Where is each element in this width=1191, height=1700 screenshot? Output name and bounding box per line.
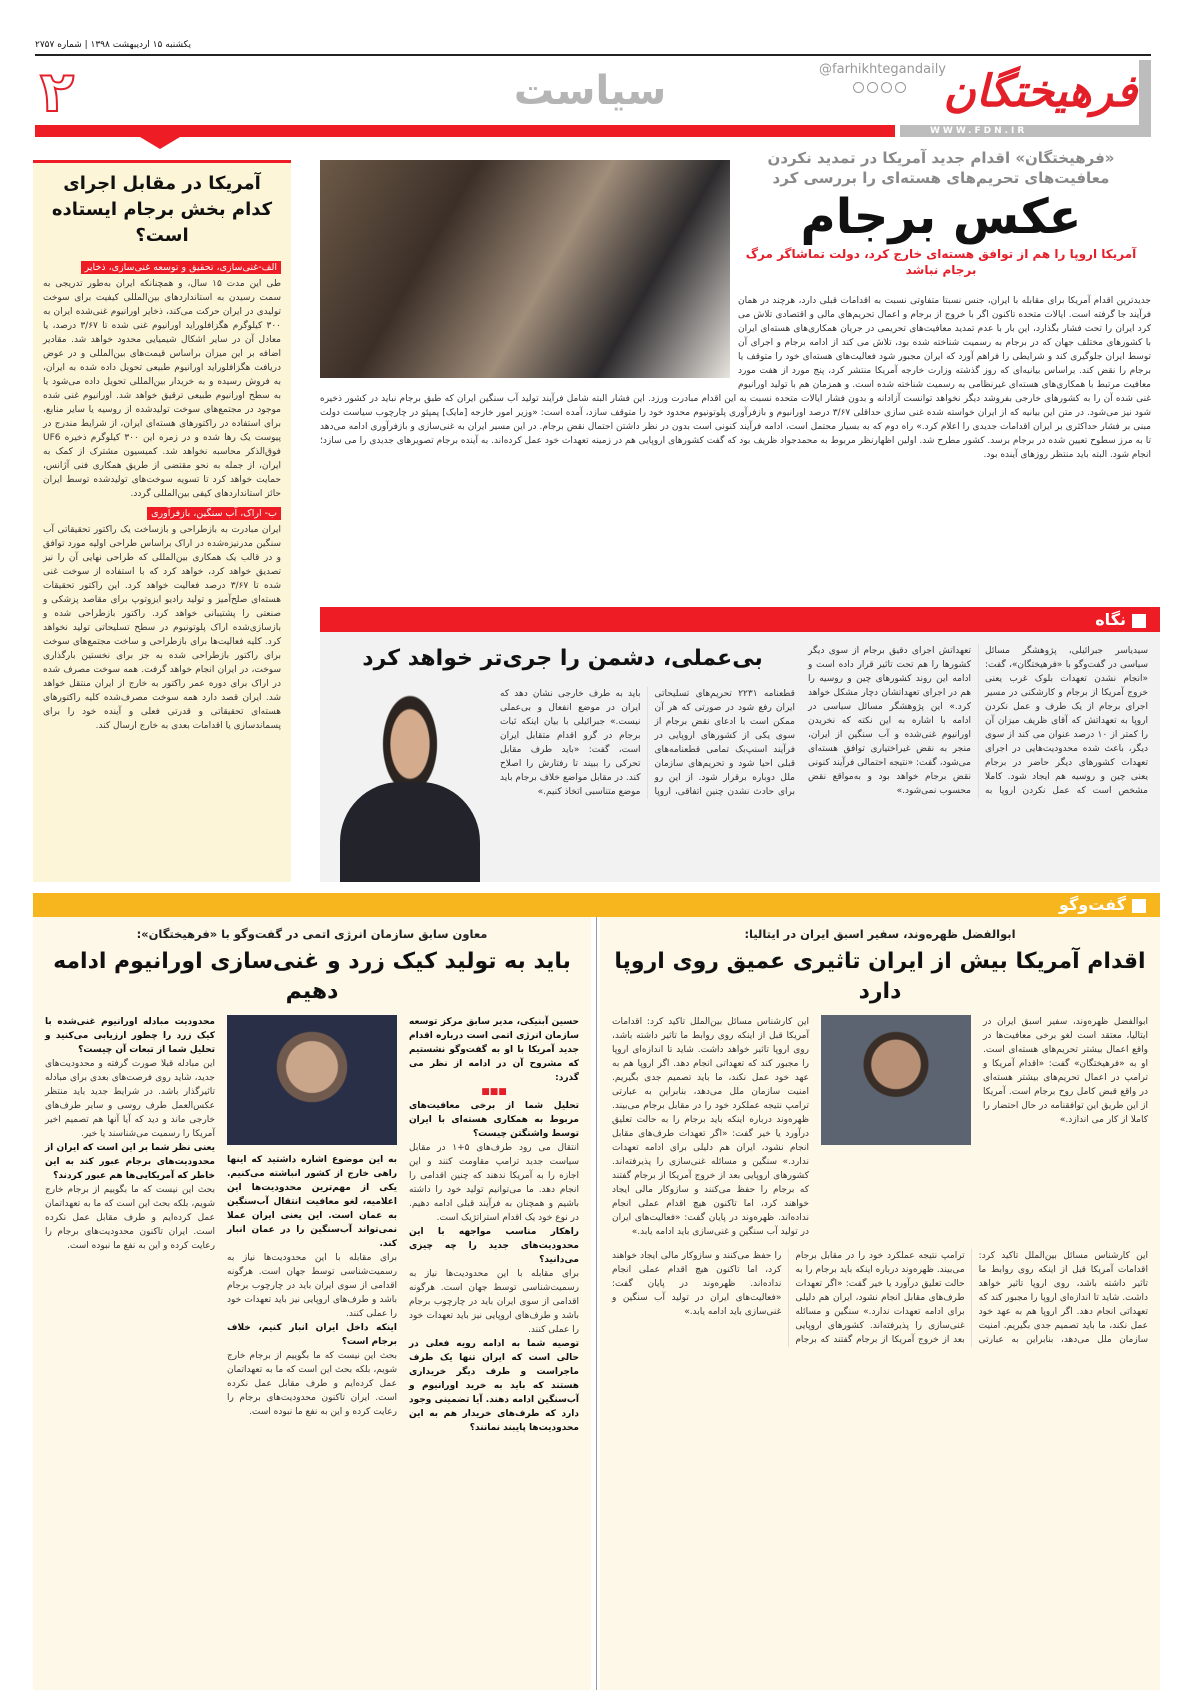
header-rule [35, 54, 1151, 56]
separator: ■■■ [481, 1087, 507, 1097]
interview-question: راهکار مناسب مواجهه با این محدودیت‌های جدید را چه چیزی می‌دانید؟ [409, 1227, 579, 1265]
newspaper-logo[interactable]: فرهیختگان [943, 66, 1137, 117]
telegram-icon[interactable] [867, 82, 878, 93]
header-notch [140, 137, 180, 149]
site-url[interactable]: WWW.FDN.IR [900, 125, 1151, 137]
interview-headline: باید به تولید کیک زرد و غنی‌سازی اورانیوم ادامه دهیم [53, 949, 571, 1004]
sidebar-paragraph: طی این مدت ۱۵ سال، و همچنانکه ایران به‌طور تدریجی به سمت رسیدن به استانداردهای بین‌المللی کیفیت برای سوخت تولیدی در ایران حرکت می‌کند، ذخایر اورانیوم غنی‌شده ایران به ۳۰۰ کیلوگرم هگزافلوراید اورانیوم غنی شده تا ۳/۶۷ درصد، یا معادل آن در سایر اشکال شیمیایی محدود خواهد شد. مقادیر اضافه بر این میزان براساس قیمت‌های بین‌المللی و در عوض دریافت هگزافلوراید اورانیوم طبیعی تحویل داده شده به ایران، به فروش رسیده و به خریدار بین‌المللی تحویل داده می‌شود یا به سطح اورانیوم طبیعی ترقیق خواهد شد. اورانیوم غنی شده موجود در مجتمع‌های سوخت تولیدشده از روسیه یا سایر منابع، برای استفاده در راکتورهای هسته‌ای ایران، از شرایط مندرج در پیوست یک رها شده و در زمره این ۳۰۰ کیلوگرم ذخیره UF6 فوق‌الذکر محاسبه نخواهد شد. کمیسیون مشترک از کمک به ایران، از جمله به نحو مقتضی از طریق همکاری فنی آژانس، حمایت خواهد کرد تا تسویه سوخت‌های تولیدشده توسط ایران حائز استانداردهای کیفی بین‌المللی گردد. [43, 279, 281, 499]
interview-divider [596, 917, 597, 1690]
negah-body-left: قطعنامه ۲۲۳۱ تحریم‌های تسلیحاتی ایران رفع شود در صورتی که هر آن ممکن است با ادعای نقض برجام از سوی یکی از کشورهای اروپایی در فرآیند اسنپ‌بک تمامی قطعنامه‌های قبلی احیا شود و تحریم‌های سازمان ملل دوباره برقرار شود. از این رو برای حادث نشدن چنین اتفاقی، اروپا باید به طرف خارجی نشان دهد که ایران در موضع انفعال و بی‌عملی نیست.» جبرائیلی با بیان اینکه ثبات برجام در گرو اقدام متقابل ایران است، گفت: «باید طرف مقابل تحرکی را ببیند تا رفتارش را اصلاح کند. در مقابل مواضع خلاف برجام باید موضع متناسبی اتخاذ کنیم.» [500, 689, 795, 797]
interview-kicker: معاون سابق سازمان انرژی اتمی در گفت‌وگو با «فرهیختگان»: [136, 927, 488, 941]
photo-spacer [320, 294, 738, 382]
section-icon [1132, 899, 1146, 913]
goftogoo-label: گفت‌وگو [1058, 895, 1126, 914]
sidebar-subhead: ب- اراک، آب سنگین، بازفرآوری [147, 507, 281, 520]
lead-headline: عکس برجام [800, 189, 1082, 245]
interview-intro: حسین آبنیکی، مدیر سابق مرکز توسعه سازمان انرژی اتمی است درباره اقدام جدید آمریکا با او به گفت‌وگو نشستیم که مشروح آن در ادامه از نظر می گذرد: [409, 1017, 579, 1083]
lead-subhead: آمریکا اروپا را هم از توافق هسته‌ای خارج کرد، دولت تماشاگر مرگ برجام نباشد [745, 247, 1137, 277]
negah-section [320, 632, 1160, 882]
negah-headline: بی‌عملی، دشمن را جری‌تر خواهد کرد [362, 646, 763, 671]
interview-right [600, 917, 1160, 1690]
negah-section-bar [320, 607, 1160, 632]
page-number: ۲ [40, 60, 75, 125]
interview-question: به این موضوع اشاره داشتید که اینها راهی خارج از کشور انباشته می‌کنیم. یکی از مهم‌ترین محدودیت‌ها این اعلامیه، لغو معافیت انتقال آب‌سنگین به عمان است. این یعنی ایران عملا نمی‌تواند آب‌سنگین را در عمان انبار کند. [227, 1155, 397, 1249]
interview-lead-col [983, 1015, 1148, 1127]
interview-answer: بحث این نیست که ما بگوییم از برجام خارج شویم، بلکه بحث این است که ما به تعهداتمان عمل کرده‌ایم و طرف مقابل عمل نکرده است. ایران تاکنون محدودیت‌های برجام را رعایت کرده و این به نفع ما نبوده است. [45, 1185, 215, 1251]
negah-label: نگاه [1095, 610, 1126, 629]
aparat-icon[interactable] [895, 82, 906, 93]
interview-answer: بحث این نیست که ما بگوییم از برجام خارج شویم، بلکه بحث این است که ما به تعهداتمان عمل کرده‌ایم و طرف مقابل عمل نکرده است. ایران تاکنون محدودیت‌های برجام را رعایت کرده و این به نفع ما نبوده است. [227, 1351, 397, 1417]
header-red-bar [35, 125, 895, 137]
interview-lead: ابوالفضل ظهره‌وند، سفیر اسبق ایران در ایتالیا، معتقد است لغو برخی معافیت‌ها در واقع اعمال بیشتر تحریم‌های هسته‌ای است. او به «فرهیختگان» گفت: «اقدام آمریکا و ترامپ در اعمال تحریم‌های بیشتر هسته‌ای در واقع قبض کامل روح برجام است. آمریکا از این طریق این توافقنامه در حال احتضار را کاملا از کار می اندازد.» [983, 1017, 1148, 1125]
interview-answer: برای مقابله با این محدودیت‌ها نیاز به رسمیت‌شناسی توسط جهان است. هرگونه اقدامی از سوی ایران باید در چارچوب برجام باشد و طرف‌های اروپایی نیز باید تعهدات خود را عملی کنند. [409, 1269, 579, 1335]
interview-headline: اقدام آمریکا بیش از ایران تاثیری عمیق روی اروپا دارد [614, 949, 1146, 1004]
interview-answer: انتقال می رود طرف‌های ۵+۱ در مقابل سیاست جدید ترامپ مقاومت کنند و این اجازه را به آمریکا ندهند که چنین اقدامی را انجام دهد. ما می‌توانیم تولید خود را داشته باشیم و همچنان به فرآیند قبلی ادامه دهیم. در نوع خود یک اقدام استراتژیک است. [409, 1143, 580, 1223]
interview-col-2 [227, 1015, 397, 1419]
interview-body-continued: این کارشناس مسائل بین‌الملل تاکید کرد: اقدامات آمریکا قبل از اینکه روی روابط ما تاثیر داشته باشد، روی اروپا تاثیر خواهد داشت. شاید تا اندازه‌ای اروپا را مجبور کند که تعهداتی انجام دهد. اگر اروپا هم به عهد خود عمل نکند، ما باید تصمیم جدی بگیریم. امنیت سازمان ملل می‌دهد، بنابراین به عبارتی ترامپ نتیجه عملکرد خود را در مقابل برجام می‌بیند. ظهره‌وند درباره اینکه باید برجام را به حالت تعلیق درآورد یا خیر گفت: «اگر تعهدات طرف‌های مقابل انجام نشود، ایران هم دلیلی برای ادامه تعهدات ندارد.» سنگین و مسائله غنی‌سازی را پذیرفته‌اند. کشورهای اروپایی بعد از خروج آمریکا از برجام گفتند که برجام را حفظ می‌کنند و سازوکار مالی ایجاد خواهند کرد، اما تاکنون هیچ اقدام عملی انجام نداده‌اند. ظهره‌وند در پایان گفت: «فعالیت‌های ایران در تولید آب سنگین و غنی‌سازی باید ادامه یابد.» [612, 1251, 1148, 1345]
lead-body: جدیدترین اقدام آمریکا برای مقابله با ایران، جنس نسبتا متفاوتی نسبت به اقدامات قبلی دارد، هرچند در همان فرآیند جا گرفته است. ایالات متحده تاکنون اگر با خروج از برجام و اعمال تحریم‌های مالی و اقتصادی تلاش می کرد ایران را تحت فشار بگذارد، این بار با عدم تمدید معافیت‌های تحریمی در جریان همکاری‌های هسته‌ای ایران با کشورهای مختلف جهان که در برجام به رسمیت شناخته شده بود، تلاش می کند از ادامه برجام و اجرای آن توسط ایران جلوگیری کند و شرایطی را فراهم آورد که ایران مجبور شود فعالیت‌های هسته‌ای خود را متوقف یا برجام را نقض کند. براساس بیانیه‌ای که روز گذشته وزارت خارجه آمریکا منتشر کرد، پنج مورد از هفت مورد معافیت مرتبط با همکاری‌های هسته‌ای غیرنظامی به رسمیت شناخته شده است. و همزمان هم با تولید اورانیوم غنی شده آن را به کشورهای خارجی بفروشد دیگر نخواهد توانست آزادانه و بدون فشار ایالات متحده نسبت به این اقدام مبادرت ورزد. این فشار البته شامل فرآیند تولید آب سنگین ایران که طبق برجام نباید در کشور ذخیره شود نیز می‌شود. در متن این بیانیه که از ایران خواسته شده غنی سازی حداقلی ۳/۶۷ درصد اورانیوم و بازفرآوری پلوتونیوم محدود خود را متوقف سازد، آمده است: «وزیر امور خارجه [مایک] پمپئو در چارچوب سیاست دولت مبنی بر فشار حداکثری بر ایران اقدامات جدیدی را اعلام کرد.» راه دوم که به بسیار محتمل است، ادامه فرآیند کنونی است بدون در نظر داشتن احتمال نقض برجام. در این مسیر ایران به غنی‌سازی و بازفرآوری ادامه می‌دهد تا به مرز سطوح تعیین شده در برجام برسد. کشور مطرح شد. اولین اظهارنظر مربوط به محمدجواد ظریف بود که گفت کشورهای اروپایی هم در زمینه تعهدات خود عمل کرده‌اند. به آینده برجام تصویرهای جدیدی را می سازد؛ انجام شود. البته باید منتظر روزهای آینده بود. [320, 296, 1151, 460]
interview-col-3 [45, 1015, 215, 1253]
sidebar-title: آمریکا در مقابل اجرای کدام بخش برجام ایستاده است؟ [51, 173, 273, 246]
interview-answer: برای مقابله با این محدودیت‌ها نیاز به رسمیت‌شناسی توسط جهان است. هرگونه اقدامی از سوی ایران باید در چارچوب برجام باشد و طرف‌های اروپایی نیز باید تعهدات خود را عملی کنند. [227, 1253, 397, 1319]
section-title: سیاست [513, 68, 667, 114]
interview-left [33, 917, 591, 1690]
interview-question: اینکه داخل ایران انبار کنیم، خلاف برجام است؟ [227, 1323, 397, 1347]
interview-question: تحلیل شما از برخی معافیت‌های مربوط به همکاری هسته‌ای با ایران توسط واشنگتن چیست؟ [409, 1101, 579, 1139]
date-line: یکشنبه ۱۵ اردیبهشت ۱۳۹۸ | شماره ۲۷۵۷ [35, 40, 191, 50]
section-icon [1132, 614, 1146, 628]
social-icons [853, 82, 906, 93]
twitter-icon[interactable] [881, 82, 892, 93]
interview-answer: این مبادله قبلا صورت گرفته و محدودیت‌های جدید، شاید روی فرصت‌های بعدی برای مبادله تاثیرگذار باشد. در شرایط جدید باید منتظر عکس‌العمل طرف روسی و سایر طرف‌های خارجی ماند و دید که آیا آنها هم تصمیم اخیر آمریکا را رسمیت می‌شناسند یا خیر. [45, 1059, 215, 1139]
interview-kicker: ابوالفضل ظهره‌وند، سفیر اسبق ایران در ایتالیا: [744, 927, 1016, 941]
interview-question: توصیه شما به ادامه رویه فعلی در حالی است که ایران تنها یک طرف ماجراست و طرف دیگر خریداری هستند که باید به خرید اورانیوم و آب‌سنگین ادامه دهند. آیا تضمینی وجود دارد که طرف‌های خریدار هم به این محدودیت‌ها پایبند نمانند؟ [409, 1339, 579, 1433]
sidebar-paragraph: ایران مبادرت به بازطراحی و بازساخت یک راکتور تحقیقاتی آب سنگین مدرنیزه‌شده در اراک براساس طراحی اولیه مورد توافق و در قالب یک همکاری بین‌المللی که طراحی نهایی آن را نیز تصدیق خواهد کرد، خواهد کرد که با استفاده از سوخت غنی شده تا ۳/۶۷ درصد فعالیت خواهد کرد. این راکتور تحقیقات هسته‌ای صلح‌آمیز و تولید رادیو ایزوتوپ برای مقاصد پزشکی و صنعتی را پشتیبانی خواهد کرد. راکتور بازطراحی شده و بازسازی‌شده اراک پلوتونیوم در سطح تسلیحاتی تولید نخواهد کرد. کلیه فعالیت‌ها برای بازطراحی و ساخت مجتمع‌های سوخت برای راکتور بازطراحی شده به جز برای نخستین بارگذاری سوخت، در ایران انجام خواهد گرفت. همه سوخت مصرف شده در اراک برای دوره عمر راکتور به خارج از ایران منتقل خواهد شد. ایران قصد دارد همه سوخت مصرف‌شده کلیه راکتورهای هسته‌ای تحقیقاتی و قدرتی فعلی و آینده خود را برای پسماندسازی یا اقدامات بعدی به خارج ارسال کند. [43, 525, 282, 731]
interview-question: یعنی نظر شما بر این است که ایران از محدودیت‌های برجام عبور کند به این خاطر که آمریکایی‌ها هم عبور کردند؟ [45, 1143, 215, 1181]
sidebar-subhead: الف-غنی‌سازی، تحقیق و توسعه غنی‌سازی، ذخایر [81, 261, 281, 274]
negah-body-right: سیدیاسر جبرائیلی، پژوهشگر مسائل سیاسی در گفت‌وگو با «فرهیختگان»، گفت: «انجام نشدن تعهدات بلوک غرب یعنی خروج آمریکا از برجام و کارشکنی در مسیر اجرای برجام از یک طرف و عمل نکردن اروپا به تعهداتش که آقای ظریف میزان آن را کمتر از ۱۰ درصد عنوان می کند از سوی دیگر، باعث شده محدودیت‌هایی در اجرای تعهدات کشورهای دیگر حاضر در برجام یعنی چین و روسیه هم ایجاد شود. کاملا مشخص است که عمل نکردن اروپا به تعهداتش اجرای دقیق برجام از سوی دیگر کشورها را هم تحت تاثیر قرار داده است و ادامه این روند کشورهای چین و روسیه را هم در اجرای تعهداتشان دچار مشکل خواهد کرد.» این پژوهشگر مسائل سیاسی در ادامه با اشاره به این نکته که نخریدن اورانیوم غنی‌شده و آب سنگین از ایران، منجر به نقض غیراختیاری توافق هسته‌ای می‌شود، گفت: «نتیجه احتمالی فرآیند کنونی نقض برجام خواهد بود و به‌مواقع نقض محسوب نمی‌شود.» [808, 646, 1149, 796]
interview-body: این کارشناس مسائل بین‌الملل تاکید کرد: اقدامات آمریکا قبل از اینکه روی روابط ما تاثیر داشته باشد، روی اروپا تاثیر خواهد داشت. شاید تا اندازه‌ای اروپا را مجبور کند که تعهداتی انجام دهد. اگر اروپا هم به عهد خود عمل نکند، ما باید تصمیم جدی بگیریم. امنیت سازمان ملل می‌دهد، بنابراین به عبارتی ترامپ نتیجه عملکرد خود را در مقابل برجام می‌بیند. ظهره‌وند درباره اینکه باید برجام را به حالت تعلیق درآورد یا خیر گفت: «اگر تعهدات طرف‌های مقابل انجام نشود، ایران هم دلیلی برای ادامه تعهدات ندارد.» سنگین و مسائله غنی‌سازی را پذیرفته‌اند. کشورهای اروپایی بعد از خروج آمریکا از برجام گفتند که برجام را حفظ می‌کنند و سازوکار مالی ایجاد خواهند کرد، اما تاکنون هیچ اقدام عملی انجام نداده‌اند. ظهره‌وند در پایان گفت: «فعالیت‌های ایران در تولید آب سنگین و غنی‌سازی باید ادامه یابد.» [612, 1017, 809, 1237]
sidebar-article [33, 160, 291, 882]
lead-body-area [320, 294, 1151, 462]
interviewee-photo [227, 1015, 397, 1145]
lead-deck: «فرهیختگان» اقدام جدید آمریکا در تمدید نکردن معافیت‌های تحریم‌های هسته‌ای را بررسی کرد [767, 149, 1115, 187]
interviewee-photo [821, 1015, 971, 1145]
instagram-icon[interactable] [853, 82, 864, 93]
goftogoo-section-bar [33, 893, 1160, 917]
interview-question: محدودیت مبادله اورانیوم غنی‌شده با کیک زرد را چطور ارزیابی می‌کنید و تحلیل شما از تبعات آن چیست؟ [45, 1017, 215, 1055]
interview-col-1 [409, 1015, 579, 1435]
social-handle[interactable]: @farhikhtegandaily [819, 62, 946, 77]
negah-suit [340, 782, 480, 882]
